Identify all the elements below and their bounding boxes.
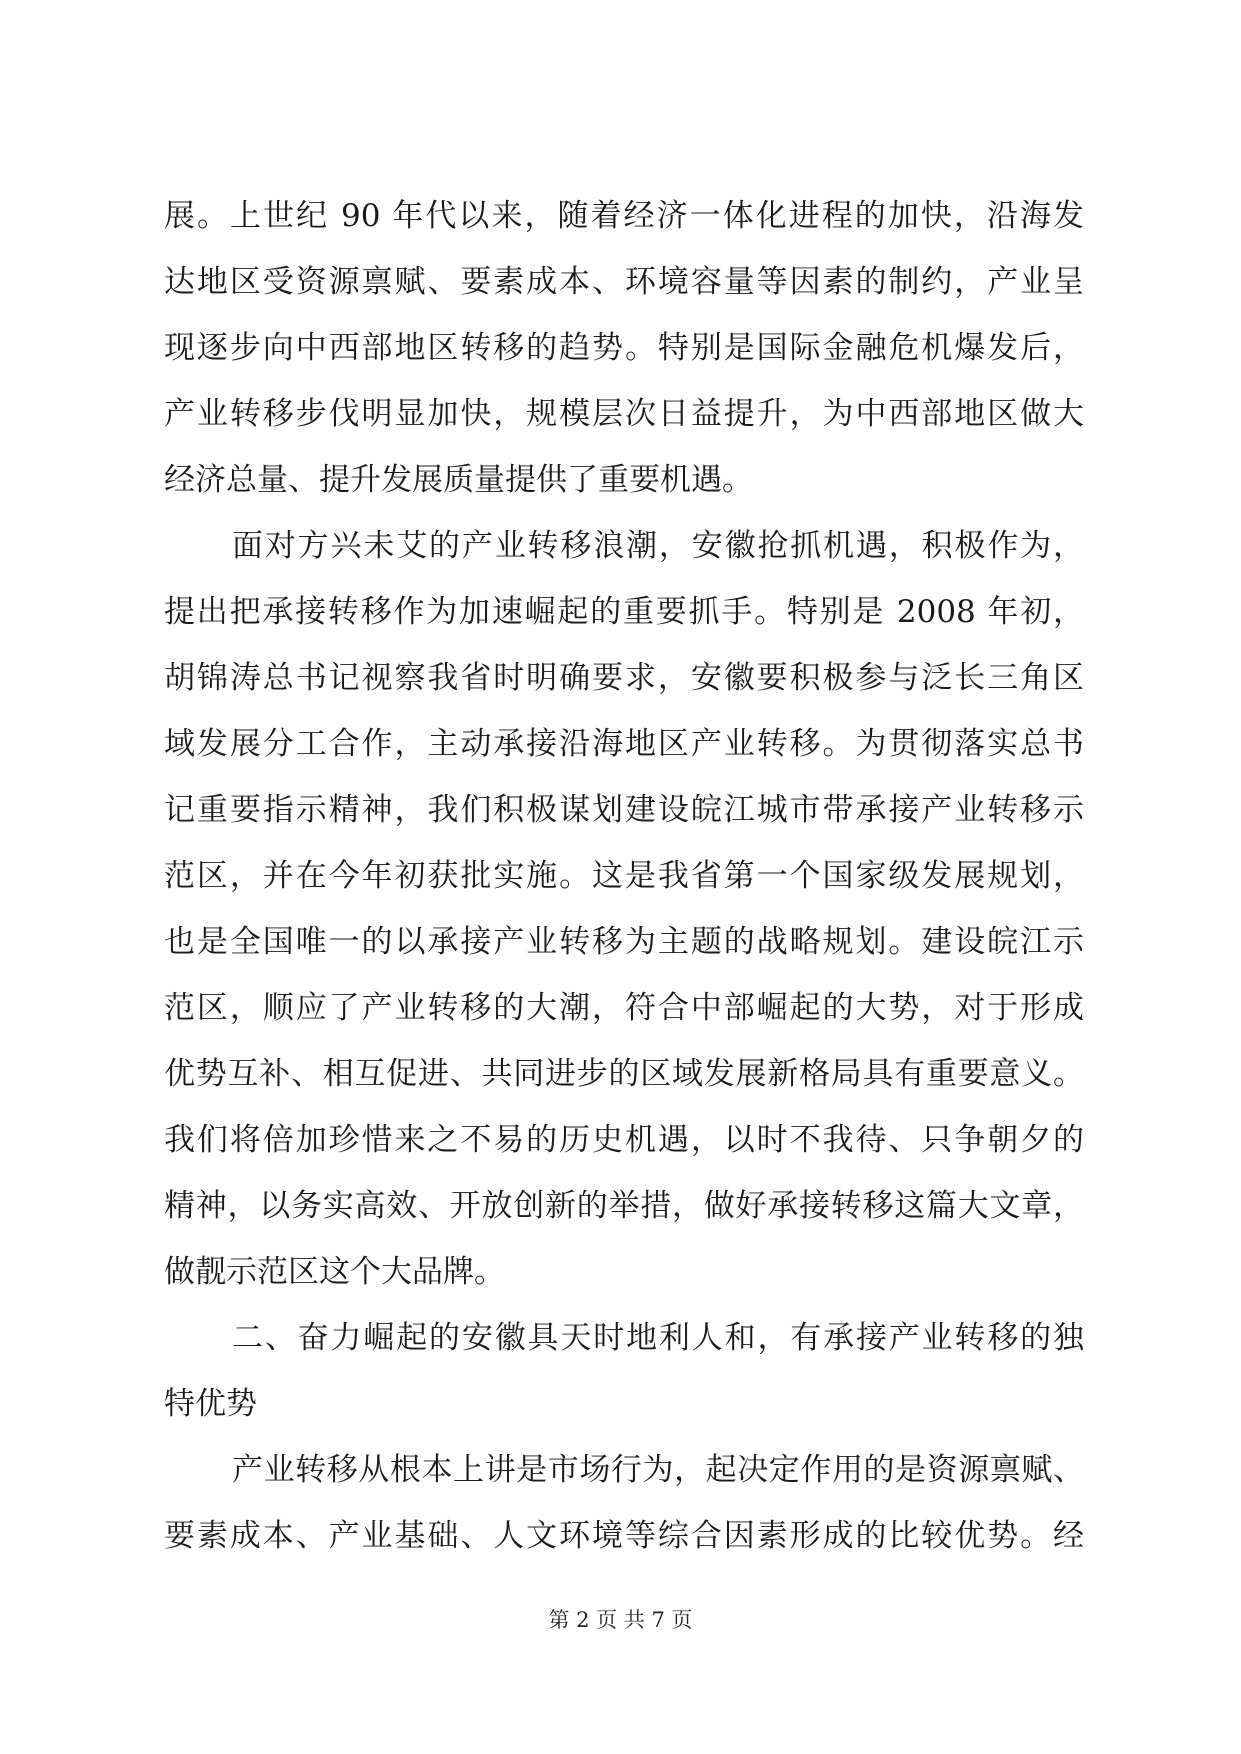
text-line: 面对方兴未艾的产业转移浪潮，安徽抢抓机遇，积极作为， (232, 528, 1084, 564)
text-line: 达地区受资源禀赋、要素成本、环境容量等因素的制约，产业呈 (164, 264, 1084, 300)
text-line: 提出把承接转移作为加速崛起的重要抓手。特别是 2008 年初， (164, 594, 1084, 630)
text-line: 产业转移步伐明显加快，规模层次日益提升，为中西部地区做大 (164, 396, 1084, 432)
text-line: 做靓示范区这个大品牌。 (164, 1254, 505, 1290)
text-line: 优势互补、相互促进、共同进步的区域发展新格局具有重要意义。 (164, 1056, 1084, 1092)
text-line: 展。上世纪 90 年代以来，随着经济一体化进程的加快，沿海发 (164, 198, 1084, 234)
text-line: 现逐步向中西部地区转移的趋势。特别是国际金融危机爆发后， (164, 330, 1084, 366)
text-line: 胡锦涛总书记视察我省时明确要求，安徽要积极参与泛长三角区 (164, 660, 1084, 696)
section-heading-line: 二、奋力崛起的安徽具天时地利人和，有承接产业转移的独 (232, 1320, 1084, 1356)
text-line: 我们将倍加珍惜来之不易的历史机遇，以时不我待、只争朝夕的 (164, 1122, 1084, 1158)
text-line: 范区，并在今年初获批实施。这是我省第一个国家级发展规划， (164, 858, 1084, 894)
text-line: 也是全国唯一的以承接产业转移为主题的战略规划。建设皖江示 (164, 924, 1084, 960)
text-line: 域发展分工合作，主动承接沿海地区产业转移。为贯彻落实总书 (164, 726, 1084, 762)
page-number-footer: 第 2 页 共 7 页 (548, 1608, 693, 1632)
section-heading-line: 特优势 (164, 1386, 257, 1422)
text-line: 要素成本、产业基础、人文环境等综合因素形成的比较优势。经 (164, 1518, 1084, 1554)
text-line: 经济总量、提升发展质量提供了重要机遇。 (164, 462, 753, 498)
text-line: 范区，顺应了产业转移的大潮，符合中部崛起的大势，对于形成 (164, 990, 1084, 1026)
text-line: 精神，以务实高效、开放创新的举措，做好承接转移这篇大文章， (164, 1188, 1084, 1224)
text-line: 产业转移从根本上讲是市场行为，起决定作用的是资源禀赋、 (232, 1452, 1084, 1488)
text-line: 记重要指示精神，我们积极谋划建设皖江城市带承接产业转移示 (164, 792, 1084, 828)
